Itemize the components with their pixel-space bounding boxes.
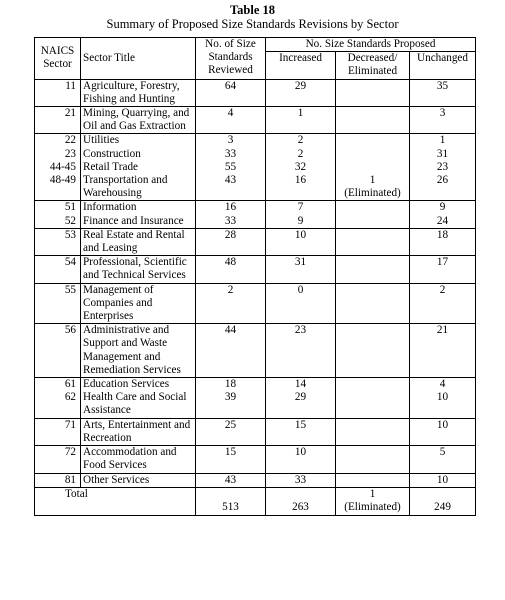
cell-decreased-count [336,161,410,174]
cell-increased-count: 10 [266,228,336,255]
cell-sector-title: Education Services [81,378,196,392]
cell-reviewed-count: 55 [196,161,266,174]
header-reviewed: No. of Size Standards Reviewed [196,38,266,80]
cell-naics-code: 21 [35,107,81,134]
cell-increased-count: 33 [266,473,336,487]
cell-naics-code: 22 [35,134,81,148]
cell-naics-code: 52 [35,215,81,229]
cell-reviewed-count: 16 [196,201,266,215]
total-label: Total [35,487,196,515]
cell-reviewed-count: 33 [196,215,266,229]
cell-reviewed-count: 48 [196,256,266,283]
table-row [35,228,476,255]
cell-sector-title: Real Estate and Rental and Leasing [81,228,196,255]
cell-decreased-count [336,324,410,378]
cell-naics-code: 81 [35,473,81,487]
cell-sector-title: Transportation and Warehousing [81,174,196,201]
cell-decreased-count [336,148,410,161]
total-decreased [336,487,410,515]
cell-unchanged-count: 10 [410,418,476,445]
cell-decreased-count [336,174,410,201]
table-row [35,256,476,283]
cell-decreased-count [336,256,410,283]
cell-increased-count: 2 [266,148,336,161]
cell-decreased-count [336,107,410,134]
table-row [35,418,476,445]
table-row [35,161,476,174]
cell-naics-code: 23 [35,148,81,161]
cell-sector-title: Health Care and Social Assistance [81,391,196,418]
cell-sector-title: Finance and Insurance [81,215,196,229]
table-row [35,134,476,148]
cell-unchanged-count: 9 [410,201,476,215]
cell-sector-title: Administrative and Support and Waste Management and Remediation Services [81,324,196,378]
cell-reviewed-count: 64 [196,79,266,106]
cell-sector-title: Utilities [81,134,196,148]
cell-reviewed-count: 44 [196,324,266,378]
cell-decreased-count [336,79,410,106]
cell-increased-count: 0 [266,283,336,324]
cell-reviewed-count: 39 [196,391,266,418]
table-footer [35,487,476,515]
table-row [35,473,476,487]
cell-naics-code: 72 [35,446,81,473]
table-row [35,283,476,324]
total-row [35,487,476,515]
cell-sector-title: Accommodation and Food Services [81,446,196,473]
cell-increased-count: 16 [266,174,336,201]
header-sector-title: Sector Title [81,38,196,80]
table-row [35,391,476,418]
header-naics-sector: NAICS Sector [35,38,81,80]
cell-unchanged-count: 24 [410,215,476,229]
cell-naics-code: 11 [35,79,81,106]
cell-sector-title: Agriculture, Forestry, Fishing and Hunting [81,79,196,106]
cell-unchanged-count: 10 [410,391,476,418]
table-body [35,79,476,487]
cell-decreased-count [336,446,410,473]
cell-decreased-count [336,201,410,215]
table-row [35,107,476,134]
cell-sector-title: Management of Companies and Enterprises [81,283,196,324]
cell-decreased-count [336,283,410,324]
table-number: Table 18 [229,3,276,17]
table-caption [0,3,505,32]
cell-decreased-count [336,391,410,418]
cell-reviewed-count: 4 [196,107,266,134]
cell-unchanged-count: 4 [410,378,476,392]
cell-decreased-count [336,228,410,255]
cell-decreased-count [336,134,410,148]
cell-increased-count: 23 [266,324,336,378]
table-row [35,174,476,201]
cell-unchanged-count: 2 [410,283,476,324]
cell-reviewed-count: 33 [196,148,266,161]
cell-unchanged-count: 17 [410,256,476,283]
cell-increased-count: 10 [266,446,336,473]
cell-unchanged-count: 5 [410,446,476,473]
total-decreased-note: (Eliminated) [344,500,401,513]
table-row [35,148,476,161]
cell-reviewed-count: 15 [196,446,266,473]
cell-sector-title: Information [81,201,196,215]
cell-increased-count: 9 [266,215,336,229]
cell-naics-code: 53 [35,228,81,255]
cell-increased-count: 31 [266,256,336,283]
cell-unchanged-count: 23 [410,161,476,174]
cell-sector-title: Retail Trade [81,161,196,174]
header-unchanged: Unchanged [410,52,476,79]
cell-unchanged-count: 18 [410,228,476,255]
header-proposed-group: No. Size Standards Proposed [266,38,476,52]
cell-increased-count: 32 [266,161,336,174]
table-header [35,38,476,80]
cell-reviewed-count: 43 [196,473,266,487]
cell-increased-count: 1 [266,107,336,134]
cell-sector-title: Mining, Quarrying, and Oil and Gas Extraction [81,107,196,134]
table-title: Summary of Proposed Size Standards Revisions by Sector [106,17,399,31]
cell-naics-code: 55 [35,283,81,324]
total-increased: 263 [266,487,336,515]
header-decreased: Decreased/ Eliminated [336,52,410,79]
cell-unchanged-count: 35 [410,79,476,106]
cell-decreased-count [336,378,410,392]
cell-unchanged-count: 31 [410,148,476,161]
decreased-value: 1 [369,174,376,187]
table-row [35,215,476,229]
cell-increased-count: 7 [266,201,336,215]
cell-sector-title: Arts, Entertainment and Recreation [81,418,196,445]
cell-naics-code: 44-45 [35,161,81,174]
cell-reviewed-count: 25 [196,418,266,445]
cell-unchanged-count: 1 [410,134,476,148]
total-decreased-count: 1 [369,487,376,500]
cell-unchanged-count: 21 [410,324,476,378]
cell-increased-count: 14 [266,378,336,392]
total-reviewed: 513 [196,487,266,515]
cell-reviewed-count: 43 [196,174,266,201]
cell-naics-code: 51 [35,201,81,215]
cell-reviewed-count: 28 [196,228,266,255]
cell-increased-count: 15 [266,418,336,445]
size-standards-table [34,37,476,516]
cell-increased-count: 29 [266,79,336,106]
cell-sector-title: Other Services [81,473,196,487]
cell-naics-code: 56 [35,324,81,378]
cell-reviewed-count: 2 [196,283,266,324]
table-row [35,79,476,106]
total-unchanged: 249 [410,487,476,515]
cell-increased-count: 2 [266,134,336,148]
cell-decreased-count [336,473,410,487]
cell-naics-code: 61 [35,378,81,392]
table-row [35,201,476,215]
cell-reviewed-count: 3 [196,134,266,148]
cell-naics-code: 48-49 [35,174,81,201]
cell-unchanged-count: 10 [410,473,476,487]
cell-sector-title: Construction [81,148,196,161]
table-row [35,378,476,392]
cell-decreased-count [336,215,410,229]
cell-naics-code: 62 [35,391,81,418]
cell-unchanged-count: 3 [410,107,476,134]
decreased-note: (Eliminated) [344,187,401,200]
cell-unchanged-count: 26 [410,174,476,201]
header-increased: Increased [266,52,336,79]
cell-naics-code: 71 [35,418,81,445]
cell-decreased-count [336,418,410,445]
cell-reviewed-count: 18 [196,378,266,392]
cell-naics-code: 54 [35,256,81,283]
cell-increased-count: 29 [266,391,336,418]
table-row [35,446,476,473]
cell-sector-title: Professional, Scientific and Technical Services [81,256,196,283]
table-row [35,324,476,378]
